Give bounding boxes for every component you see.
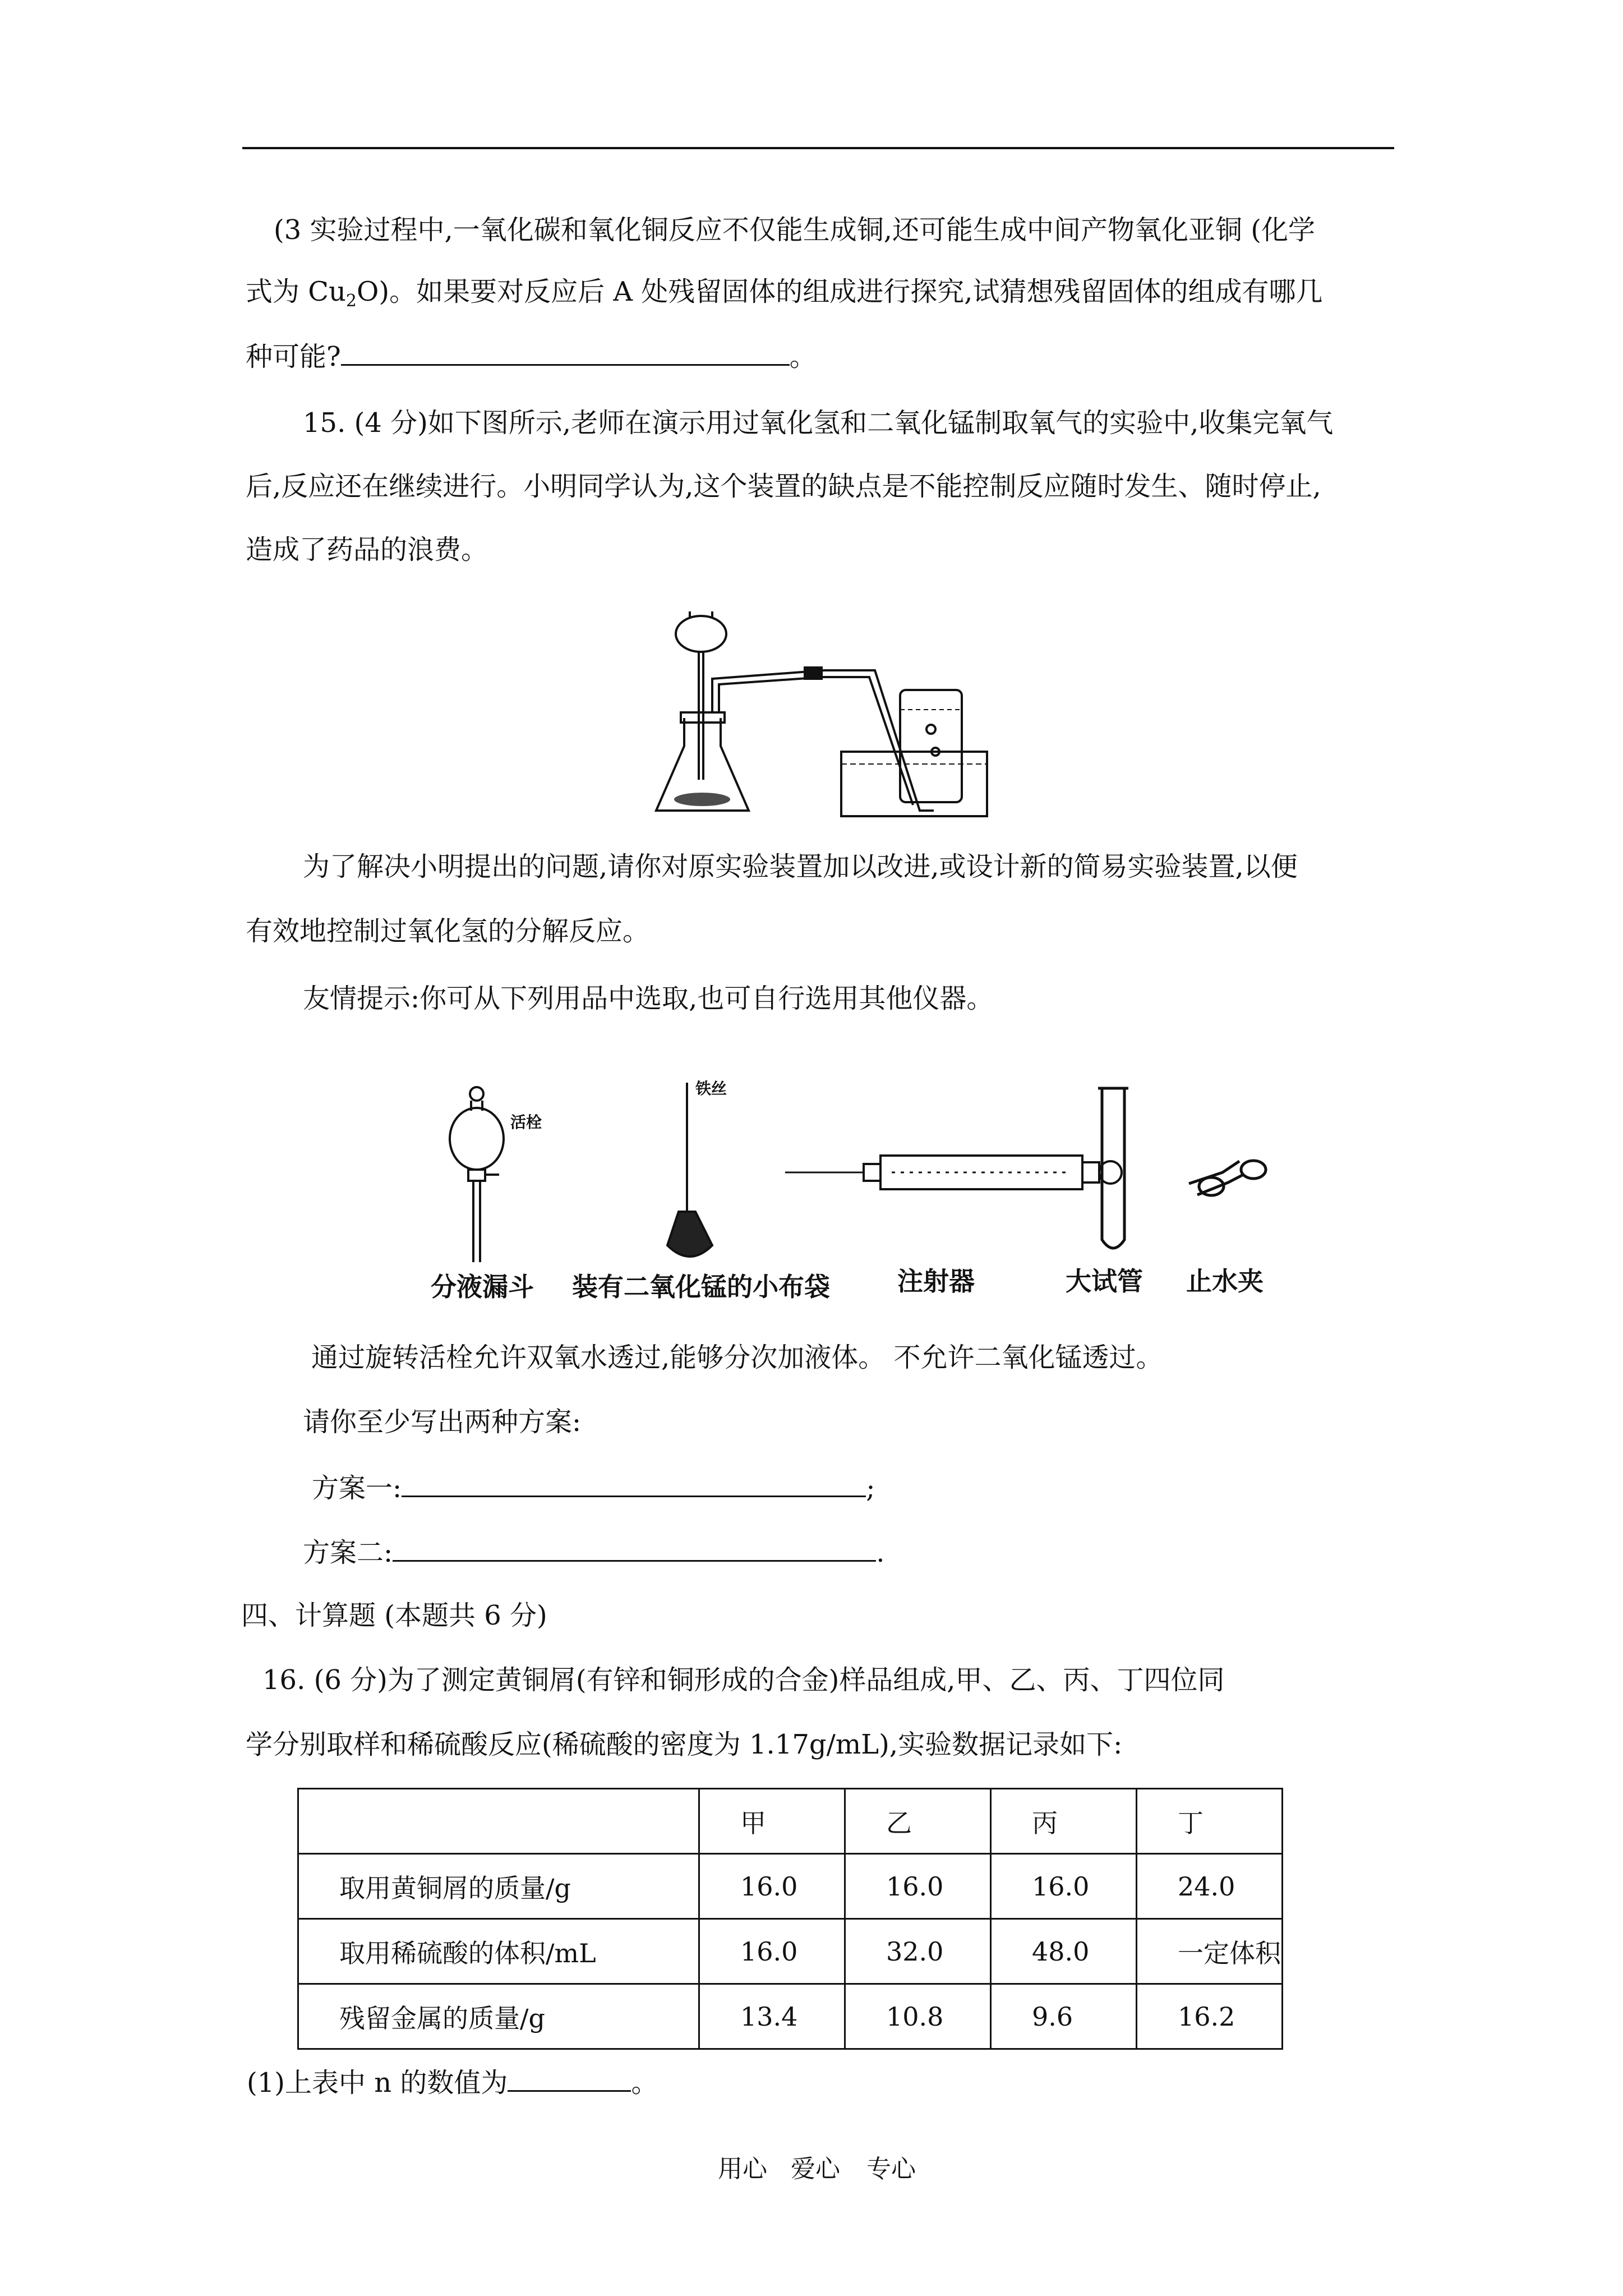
stopcock-label: 活栓	[510, 1113, 542, 1131]
table-cell: 16.0	[991, 1854, 1137, 1919]
mno2-bag-icon	[667, 1083, 712, 1257]
q14-3-line2: 式为 $Cu_2O$)。如果要对反应后 A 处残留固体的组成进行探究,试猜想残留固体的组成有哪几	[246, 276, 1323, 311]
table-cell: 取用稀硫酸的体积/mL	[298, 1919, 699, 1984]
separatory-funnel-icon	[450, 1087, 504, 1262]
header-rule	[242, 147, 1394, 149]
plan-two-line: 方案二: .	[303, 1534, 884, 1570]
q15-line5: 有效地控制过氧化氢的分解反应。	[246, 915, 650, 947]
bag-label: 装有二氧化锰的小布袋	[572, 1272, 830, 1302]
table-cell	[298, 1789, 699, 1854]
wire-label: 铁丝	[695, 1079, 727, 1098]
pinch-clamp-icon	[1189, 1161, 1266, 1195]
n-value-blank[interactable]	[508, 2064, 631, 2092]
q15-line2: 后,反应还在继续进行。小明同学认为,这个装置的缺点是不能控制反应随时发生、随时停止,	[246, 471, 1321, 502]
q15-line3: 造成了药品的浪费。	[246, 534, 488, 565]
q15-ask: 请你至少写出两种方案:	[303, 1406, 582, 1438]
equipment-figure	[415, 1055, 1290, 1313]
q15-line4: 为了解决小明提出的问题,请你对原实验装置加以改进,或设计新的简易实验装置,以便	[303, 851, 1298, 882]
q14-3-line1: (3 实验过程中,一氧化碳和氧化铜反应不仅能生成铜,还可能生成中间产物氧化亚铜 (化学	[274, 214, 1316, 246]
table-cell: 16.0	[845, 1854, 991, 1919]
table-row	[298, 1984, 1283, 2049]
table-cell: 16.2	[1137, 1984, 1283, 2049]
q16-line2: 学分别取样和稀硫酸反应(稀硫酸的密度为 1.17g/mL),实验数据记录如下:	[246, 1729, 1123, 1760]
test-tube-icon	[1098, 1088, 1128, 1248]
plan-two-blank[interactable]	[393, 1534, 876, 1562]
answer-blank[interactable]	[341, 338, 790, 366]
table-cell: 24.0	[1137, 1854, 1283, 1919]
table-cell: 32.0	[845, 1919, 991, 1984]
q15-note: 通过旋转活栓允许双氧水透过,能够分次加液体。 不允许二氧化锰透过。	[311, 1342, 1163, 1373]
table-row	[298, 1854, 1283, 1919]
funnel-label: 分液漏斗	[431, 1272, 534, 1302]
footer-text-1: 用心	[718, 2155, 767, 2183]
q15-line1: 15. (4 分)如下图所示,老师在演示用过氧化氢和二氧化锰制取氧气的实验中,收集完氧气	[303, 407, 1334, 439]
q16-line1: 16. (6 分)为了测定黄铜屑(有锌和铜形成的合金)样品组成,甲、乙、丙、丁四位同	[262, 1664, 1225, 1696]
plan-one-line: 方案一: ;	[312, 1470, 875, 1505]
table-cell: 13.4	[699, 1984, 845, 2049]
table-header: 丙	[991, 1789, 1137, 1854]
plan-one-blank[interactable]	[402, 1470, 866, 1497]
footer-text-2: 爱心	[791, 2155, 840, 2183]
table-cell: 一定体积	[1137, 1919, 1283, 1984]
table-cell: 残留金属的质量/g	[298, 1984, 699, 2049]
tube-label: 大试管	[1066, 1266, 1143, 1296]
table-cell: 16.0	[699, 1919, 845, 1984]
oxygen-apparatus-diagram	[645, 611, 993, 825]
table-cell: 10.8	[845, 1984, 991, 2049]
table-header: 甲	[699, 1789, 845, 1854]
table-cell: 16.0	[699, 1854, 845, 1919]
data-table	[297, 1788, 1283, 2050]
q14-3-line3: 种可能? 。	[246, 338, 817, 374]
footer-text-3: 专心	[866, 2155, 916, 2183]
table-row	[298, 1919, 1283, 1984]
syringe-label: 注射器	[897, 1266, 975, 1296]
table-cell: 取用黄铜屑的质量/g	[298, 1854, 699, 1919]
table-header-row	[298, 1789, 1283, 1854]
clamp-label: 止水夹	[1186, 1266, 1264, 1296]
table-header: 丁	[1137, 1789, 1283, 1854]
table-cell: 9.6	[991, 1984, 1137, 2049]
syringe-icon	[785, 1156, 1122, 1189]
table-cell: 48.0	[991, 1919, 1137, 1984]
q15-hint: 友情提示:你可从下列用品中选取,也可自行选用其他仪器。	[303, 983, 994, 1014]
section-4-heading: 四、计算题 (本题共 6 分)	[241, 1600, 547, 1631]
q16-sub1: (1)上表中 n 的数值为 。	[247, 2064, 658, 2100]
table-header: 乙	[845, 1789, 991, 1854]
